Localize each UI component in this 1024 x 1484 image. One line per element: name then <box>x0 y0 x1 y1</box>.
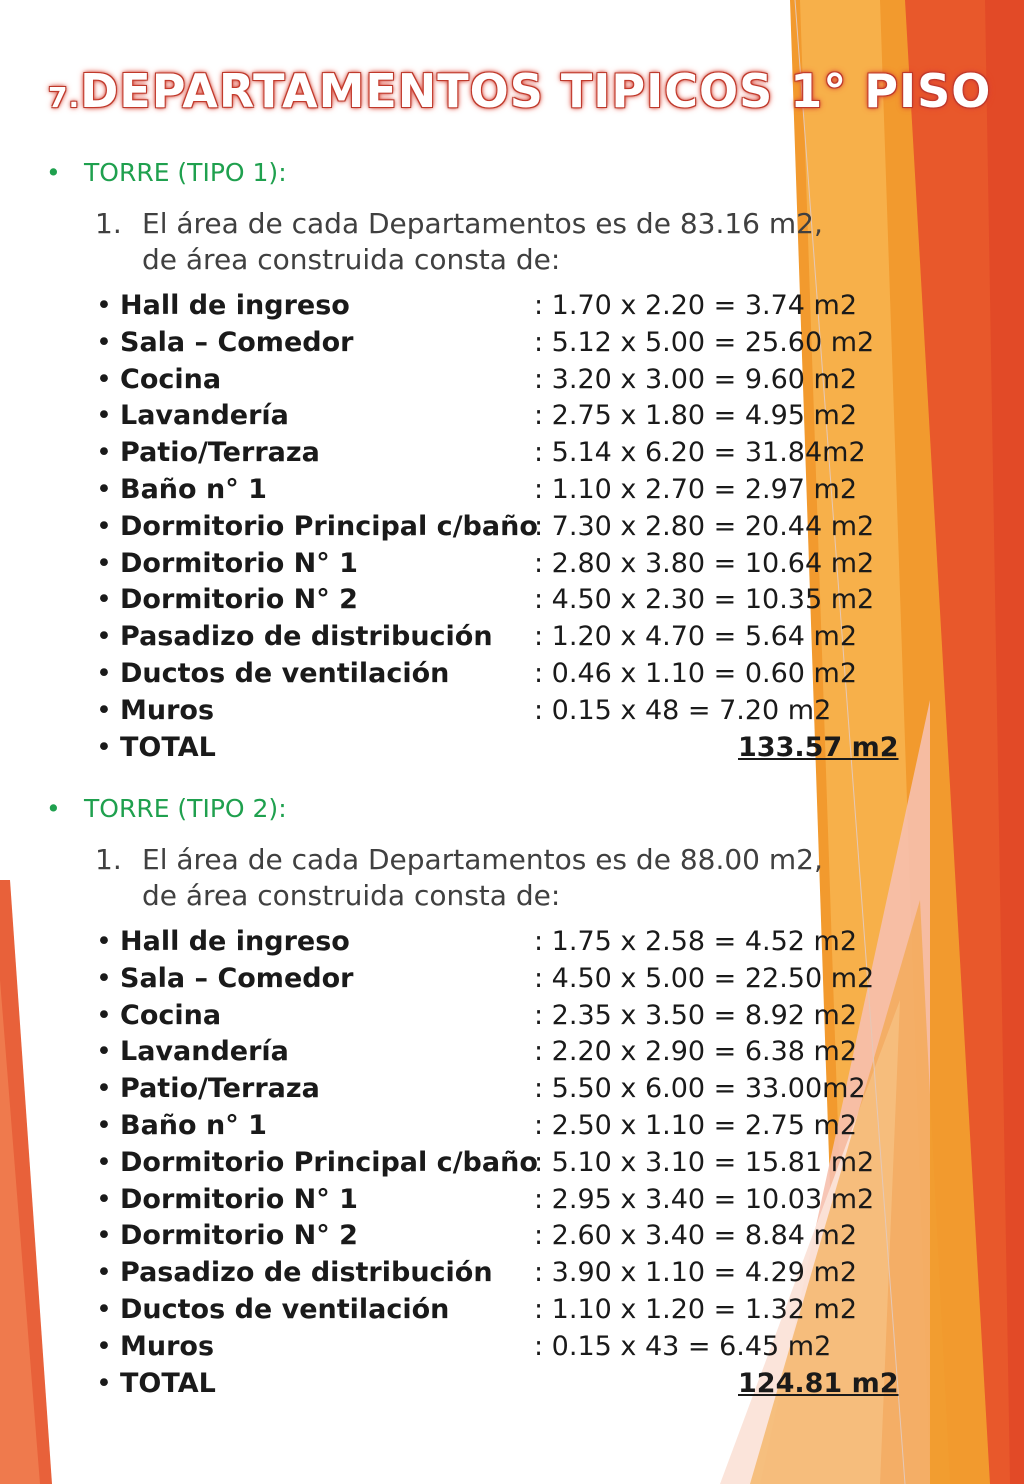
bullet-icon: • <box>96 437 112 469</box>
bullet-icon: • <box>96 1220 112 1252</box>
room-name: Dormitorio N° 1 <box>120 1183 358 1215</box>
list-item <box>96 290 916 327</box>
room-dims: : 0.15 x 48 = 7.20 m2 <box>534 694 832 726</box>
list-item <box>96 1036 916 1073</box>
bullet-icon: • <box>96 1257 112 1289</box>
room-name: Hall de ingreso <box>120 290 350 321</box>
heading-text: TORRE (TIPO 2): <box>84 794 287 823</box>
room-name: Patio/Terraza <box>120 1073 320 1105</box>
bullet-icon: • <box>96 326 112 358</box>
bullet-icon: • <box>96 584 112 616</box>
room-dims: : 3.20 x 3.00 = 9.60 m2 <box>534 363 858 395</box>
list-item <box>96 474 916 511</box>
room-dims: : 4.50 x 2.30 = 10.35 m2 <box>534 584 875 616</box>
list-item <box>96 1220 916 1257</box>
intro-line-1: El área de cada Departamentos es de 88.00 m2, <box>142 843 823 876</box>
room-name: Dormitorio N° 2 <box>120 584 358 616</box>
intro-line-2: de área construida consta de: <box>142 243 561 276</box>
list-item <box>96 658 916 695</box>
room-name: Sala – Comedor <box>120 962 354 994</box>
room-name: Patio/Terraza <box>120 437 320 469</box>
room-dims: : 2.95 x 3.40 = 10.03 m2 <box>534 1183 875 1215</box>
bullet-icon: • <box>96 1146 112 1178</box>
list-item <box>96 1257 916 1294</box>
bullet-icon: • <box>96 1330 112 1362</box>
room-dims: : 1.10 x 2.70 = 2.97 m2 <box>534 473 858 505</box>
page-title <box>48 64 992 118</box>
room-dims: : 1.75 x 2.58 = 4.52 m2 <box>534 926 858 957</box>
room-name: Dormitorio N° 1 <box>120 547 358 579</box>
bullet-icon: • <box>46 158 61 187</box>
list-item <box>96 1294 916 1331</box>
title-number: 7. <box>48 81 81 114</box>
bullet-icon: • <box>96 510 112 542</box>
room-dims: : 5.14 x 6.20 = 31.84m2 <box>534 437 866 469</box>
bullet-icon: • <box>96 962 112 994</box>
list-item <box>96 926 916 963</box>
list-item <box>96 1000 916 1037</box>
room-name: Sala – Comedor <box>120 326 354 358</box>
room-name: Muros <box>120 694 215 726</box>
bullet-icon: • <box>96 1073 112 1105</box>
room-dims: : 0.46 x 1.10 = 0.60 m2 <box>534 657 858 689</box>
bullet-icon: • <box>96 290 112 321</box>
area-list <box>96 926 916 1404</box>
list-item <box>96 963 916 1000</box>
total-row <box>96 732 916 769</box>
intro-line-1: El área de cada Departamentos es de 83.16 m2, <box>142 207 823 240</box>
room-dims: : 3.90 x 1.10 = 4.29 m2 <box>534 1257 858 1289</box>
room-name: Lavandería <box>120 1036 289 1068</box>
total-label: TOTAL <box>120 1367 216 1399</box>
list-item <box>96 400 916 437</box>
room-name: Lavandería <box>120 400 289 432</box>
bullet-icon: • <box>96 999 112 1031</box>
total-value: 133.57 m2 <box>738 731 899 763</box>
intro-line-2: de área construida consta de: <box>142 879 561 912</box>
section-heading <box>46 794 287 823</box>
room-name: Baño n° 1 <box>120 473 267 505</box>
room-dims: : 2.20 x 2.90 = 6.38 m2 <box>534 1036 858 1068</box>
bullet-icon: • <box>96 694 112 726</box>
room-name: Hall de ingreso <box>120 926 350 957</box>
room-dims: : 5.10 x 3.10 = 15.81 m2 <box>534 1146 875 1178</box>
bullet-icon: • <box>96 547 112 579</box>
room-dims: : 0.15 x 43 = 6.45 m2 <box>534 1330 832 1362</box>
bullet-icon: • <box>96 621 112 653</box>
bullet-icon: • <box>96 473 112 505</box>
list-item <box>96 1331 916 1368</box>
room-dims: : 5.50 x 6.00 = 33.00m2 <box>534 1073 866 1105</box>
room-name: Pasadizo de distribución <box>120 621 493 653</box>
bullet-icon: • <box>96 1109 112 1141</box>
list-item <box>96 584 916 621</box>
total-value: 124.81 m2 <box>738 1367 899 1399</box>
bullet-icon: • <box>96 1367 112 1399</box>
bullet-icon: • <box>96 657 112 689</box>
bullet-icon: • <box>96 400 112 432</box>
bullet-icon: • <box>96 731 112 763</box>
section-heading <box>46 158 287 187</box>
room-dims: : 2.50 x 1.10 = 2.75 m2 <box>534 1109 858 1141</box>
list-item <box>96 1147 916 1184</box>
room-dims: : 1.20 x 4.70 = 5.64 m2 <box>534 621 858 653</box>
room-dims: : 2.35 x 3.50 = 8.92 m2 <box>534 999 858 1031</box>
heading-text: TORRE (TIPO 1): <box>84 158 287 187</box>
list-item <box>96 437 916 474</box>
room-name: Baño n° 1 <box>120 1109 267 1141</box>
list-item <box>96 695 916 732</box>
bullet-icon: • <box>96 363 112 395</box>
room-name: Ductos de ventilación <box>120 1293 450 1325</box>
room-dims: : 2.80 x 3.80 = 10.64 m2 <box>534 547 875 579</box>
room-name: Dormitorio N° 2 <box>120 1220 358 1252</box>
room-name: Dormitorio Principal c/baño <box>120 1146 538 1178</box>
list-item <box>96 1110 916 1147</box>
list-item <box>96 364 916 401</box>
area-list <box>96 290 916 768</box>
room-dims: : 5.12 x 5.00 = 25.60 m2 <box>534 326 875 358</box>
item-number: 1. <box>95 843 122 876</box>
room-name: Cocina <box>120 999 222 1031</box>
total-row <box>96 1368 916 1405</box>
list-item <box>96 1073 916 1110</box>
room-name: Ductos de ventilación <box>120 657 450 689</box>
list-item <box>96 511 916 548</box>
room-dims: : 2.60 x 3.40 = 8.84 m2 <box>534 1220 858 1252</box>
room-dims: : 4.50 x 5.00 = 22.50 m2 <box>534 962 875 994</box>
bullet-icon: • <box>96 1293 112 1325</box>
room-dims: : 1.70 x 2.20 = 3.74 m2 <box>534 290 858 321</box>
list-item <box>96 327 916 364</box>
room-dims: : 1.10 x 1.20 = 1.32 m2 <box>534 1293 858 1325</box>
list-item <box>96 1184 916 1221</box>
total-label: TOTAL <box>120 731 216 763</box>
room-name: Muros <box>120 1330 215 1362</box>
room-name: Pasadizo de distribución <box>120 1257 493 1289</box>
room-dims: : 7.30 x 2.80 = 20.44 m2 <box>534 510 875 542</box>
room-name: Cocina <box>120 363 222 395</box>
title-text: DEPARTAMENTOS TIPICOS 1° PISO <box>80 64 992 118</box>
item-number: 1. <box>95 207 122 240</box>
room-name: Dormitorio Principal c/baño <box>120 510 538 542</box>
list-item <box>96 548 916 585</box>
bullet-icon: • <box>96 926 112 957</box>
bullet-icon: • <box>96 1036 112 1068</box>
bullet-icon: • <box>46 794 61 823</box>
list-item <box>96 621 916 658</box>
bullet-icon: • <box>96 1183 112 1215</box>
room-dims: : 2.75 x 1.80 = 4.95 m2 <box>534 400 858 432</box>
